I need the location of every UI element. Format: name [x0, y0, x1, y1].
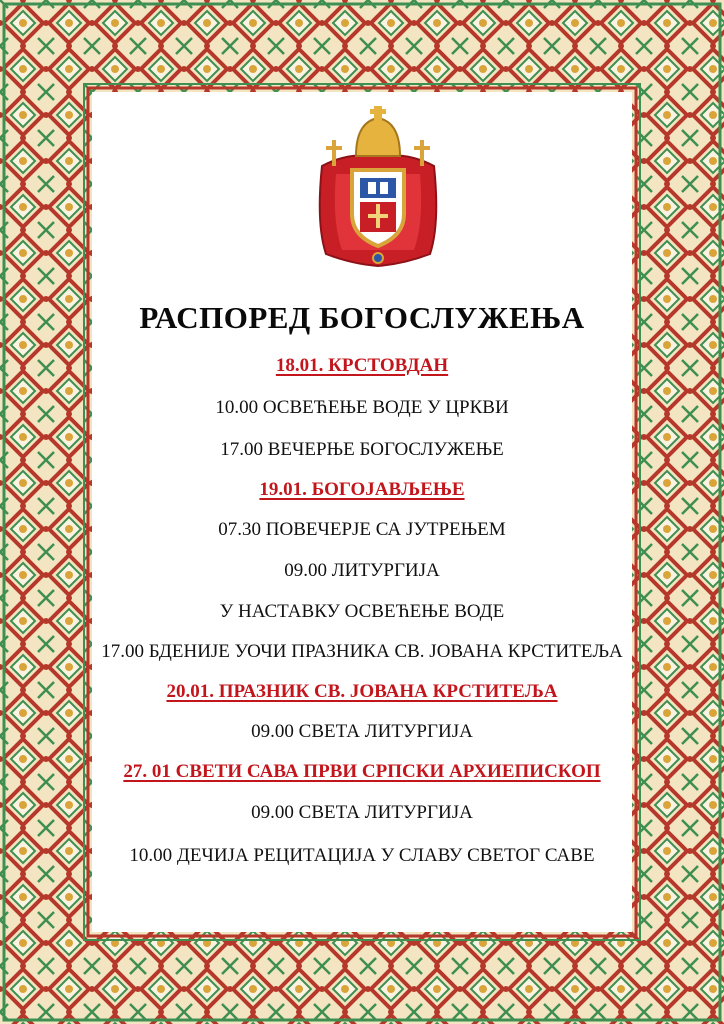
schedule-item: 07.30 ПОВЕЧЕРЈЕ СА ЈУТРЕЊЕМ [218, 519, 506, 540]
schedule-heading-sveti-sava: 27. 01 СВЕТИ САВА ПРВИ СРПСКИ АРХИЕПИСКОП [123, 761, 601, 782]
schedule-item: 09.00 СВЕТА ЛИТУРГИЈА [251, 721, 473, 742]
schedule-heading-krstovdan: 18.01. КРСТОВДАН [275, 355, 449, 376]
schedule-item: 17.00 БДЕНИЈЕ УОЧИ ПРАЗНИКА СВ. ЈОВАНА КРСТИТЕЉА [101, 641, 623, 662]
schedule-item: 10.00 ДЕЧИЈА РЕЦИТАЦИЈА У СЛАВУ СВЕТОГ САВЕ [129, 845, 595, 866]
coat-of-arms-icon [312, 104, 444, 270]
page-title: РАСПОРЕД БОГОСЛУЖЕЊА [139, 300, 585, 335]
schedule-item: У НАСТАВКУ ОСВЕЋЕЊЕ ВОДЕ [219, 601, 505, 622]
schedule-item: 10.00 ОСВЕЋЕЊЕ ВОДЕ У ЦРКВИ [215, 397, 509, 418]
schedule-item: 09.00 ЛИТУРГИЈА [284, 560, 440, 581]
schedule-item: 09.00 СВЕТА ЛИТУРГИЈА [251, 802, 473, 823]
schedule-heading-sv-jovan: 20.01. ПРАЗНИК СВ. ЈОВАНА КРСТИТЕЉА [166, 681, 558, 702]
schedule-item: 17.00 ВЕЧЕРЊЕ БОГОСЛУЖЕЊЕ [220, 439, 504, 460]
schedule-heading-bogojavljenje: 19.01. БОГОЈАВЉЕЊЕ [259, 479, 465, 500]
